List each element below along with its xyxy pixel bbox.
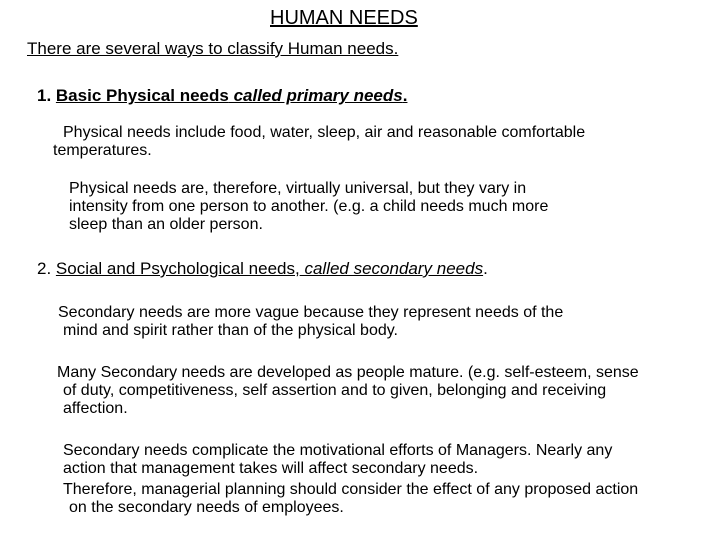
section1-para2-line2: intensity from one person to another. (e.g. a child needs much more xyxy=(69,198,549,215)
section2-para4-line1: Therefore, managerial planning should consider the effect of any proposed action xyxy=(63,481,639,498)
section2-heading-italic: called secondary needs xyxy=(299,259,484,278)
section2-para3-line1: Secondary needs complicate the motivational efforts of Managers. Nearly any xyxy=(63,442,613,459)
section1-para1-line2: temperatures. xyxy=(53,142,152,159)
section2-heading-underlined: Social and Psychological needs, xyxy=(55,259,300,278)
section1-para2-line1: Physical needs are, therefore, virtually universal, but they vary in xyxy=(69,180,527,197)
section2-number: 2. xyxy=(37,259,56,278)
section1-heading-italic: called primary needs xyxy=(228,86,403,105)
section2-para2-line2: of duty, competitiveness, self assertion and to given, belonging and receiving xyxy=(63,382,607,399)
section2-heading-end: . xyxy=(483,259,488,278)
section2-heading xyxy=(37,260,488,277)
section1-number: 1. xyxy=(37,86,56,105)
section1-para1-line1: Physical needs include food, water, sleep, air and reasonable comfortable xyxy=(63,124,586,141)
section2-para2-line3: affection. xyxy=(63,400,128,417)
section1-heading-end: . xyxy=(402,86,408,105)
section1-heading-underlined: Basic Physical needs xyxy=(55,86,229,105)
intro-text: There are several ways to classify Human needs. xyxy=(27,39,399,58)
section2-para3-line2: action that management takes will affect secondary needs. xyxy=(63,460,479,477)
section1-heading xyxy=(37,87,407,104)
section1-para2-line3: sleep than an older person. xyxy=(69,216,263,233)
section2-para2-line1: Many Secondary needs are developed as people mature. (e.g. self-esteem, sense xyxy=(57,364,639,381)
section2-para4-line2: on the secondary needs of employees. xyxy=(69,499,344,516)
section2-para1-line1: Secondary needs are more vague because they represent needs of the xyxy=(58,304,564,321)
page-title: HUMAN NEEDS xyxy=(270,7,418,29)
section2-para1-line2: mind and spirit rather than of the physical body. xyxy=(63,322,398,339)
